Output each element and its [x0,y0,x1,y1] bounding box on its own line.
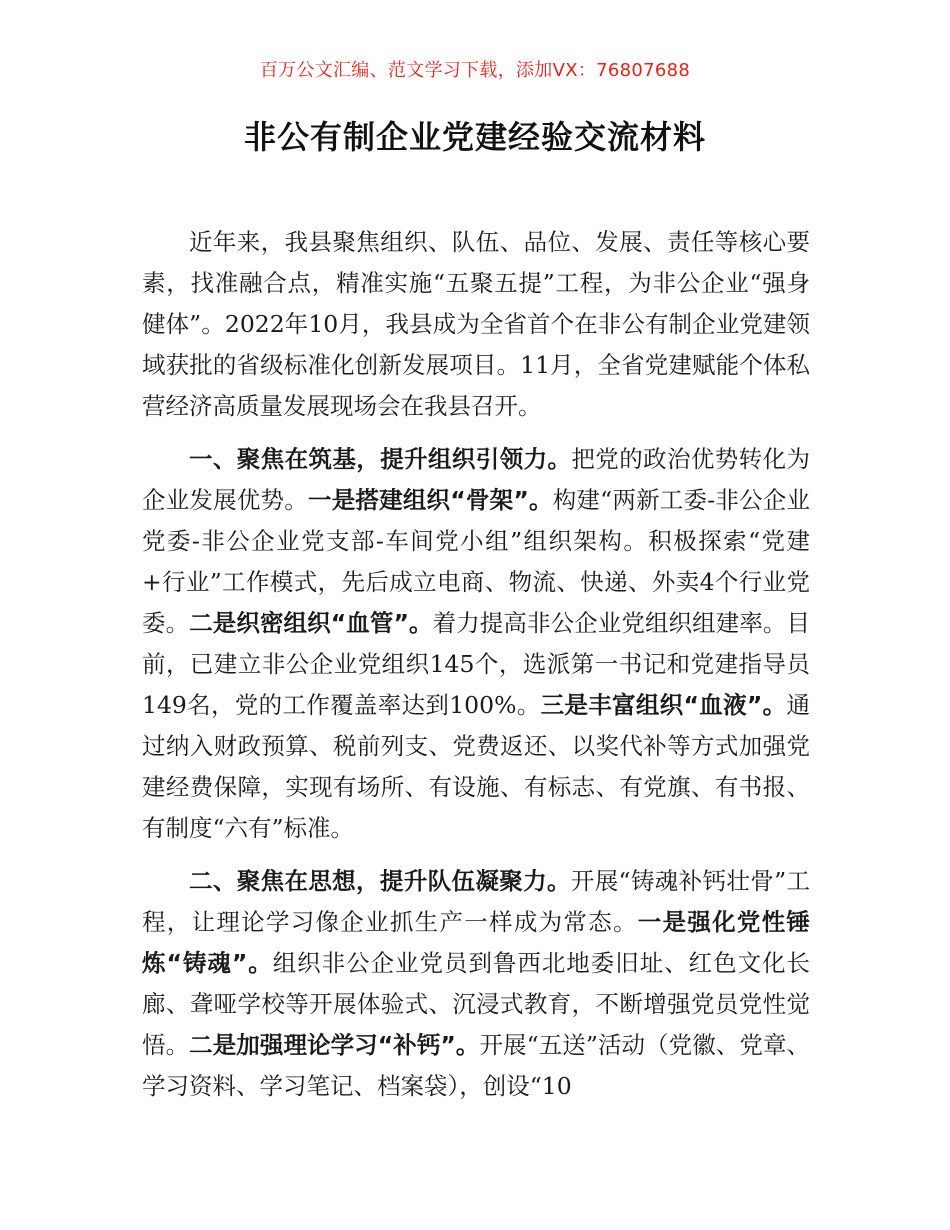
section-1-point-3-title: 三是丰富组织“血液”。 [540,691,787,719]
section-1-point-2-text: 着力提高非公企业党组织组建率。目前，已建立非公企业党组织145个，选派第一书记和党建指导员149名，党的工作覆盖率达到100%。 [142,609,811,719]
section-2-point-1-title: 一是强化党性锤炼“铸魂”。 [142,908,811,977]
section-2-point-2-text: 开展“五送”活动（党徽、党章、学习资料、学习笔记、档案袋），创设“10 [142,1031,811,1100]
page-title: 非公有制企业党建经验交流材料 [243,118,706,156]
header-watermark: 百万公文汇编、范文学习下载，添加VX：76807688 [259,60,691,81]
section-1-point-3-text: 通过纳入财政预算、税前列支、党费返还、以奖代补等方式加强党建经费保障，实现有场所、有设施、有标志、有党旗、有书报、有制度“六有”标准。 [142,691,810,842]
section-2-lead: 开展“铸魂补钙壮骨”工程，让理论学习像企业抓生产一样成为常态。 [142,867,810,936]
section-2-point-2-title: 二是加强理论学习“补钙”。 [189,1031,480,1059]
section-2-point-1-text: 组织非公企业党员到鲁西北地委旧址、红色文化长廊、聋哑学校等开展体验式、沉浸式教育，不断增强党员党性觉悟。 [142,949,811,1059]
section-1-paragraph [142,439,810,849]
intro-paragraph: 近年来，我县聚焦组织、队伍、品位、发展、责任等核心要素，找准融合点，精准实施“五聚五提”工程，为非公企业“强身健体”。2022年10月，我县成为全省首个在非公有制企业党建领域获批的省级标准化创新发展项目。11月，全省党建赋能个体私营经济高质量发展现场会在我县召开。 [142,228,810,420]
section-1-point-1-text: 构建“两新工委-非公企业党委-非公企业党支部-车间党小组”组织架构。积极探索“党建+行业”工作模式，先后成立电商、物流、快递、外卖4个行业党委。 [142,486,810,637]
document-body [142,222,810,1119]
section-1-heading: 一、聚焦在筑基，提升组织引领力。 [189,445,572,473]
section-2-paragraph [142,861,810,1107]
section-1-point-1-title: 一是搭建组织“骨架”。 [307,486,553,514]
section-1-point-2-title: 二是织密组织“血管”。 [189,609,433,637]
section-2-heading: 二、聚焦在思想，提升队伍凝聚力。 [189,867,571,895]
section-1-lead: 把党的政治优势转化为企业发展优势。 [142,445,811,514]
